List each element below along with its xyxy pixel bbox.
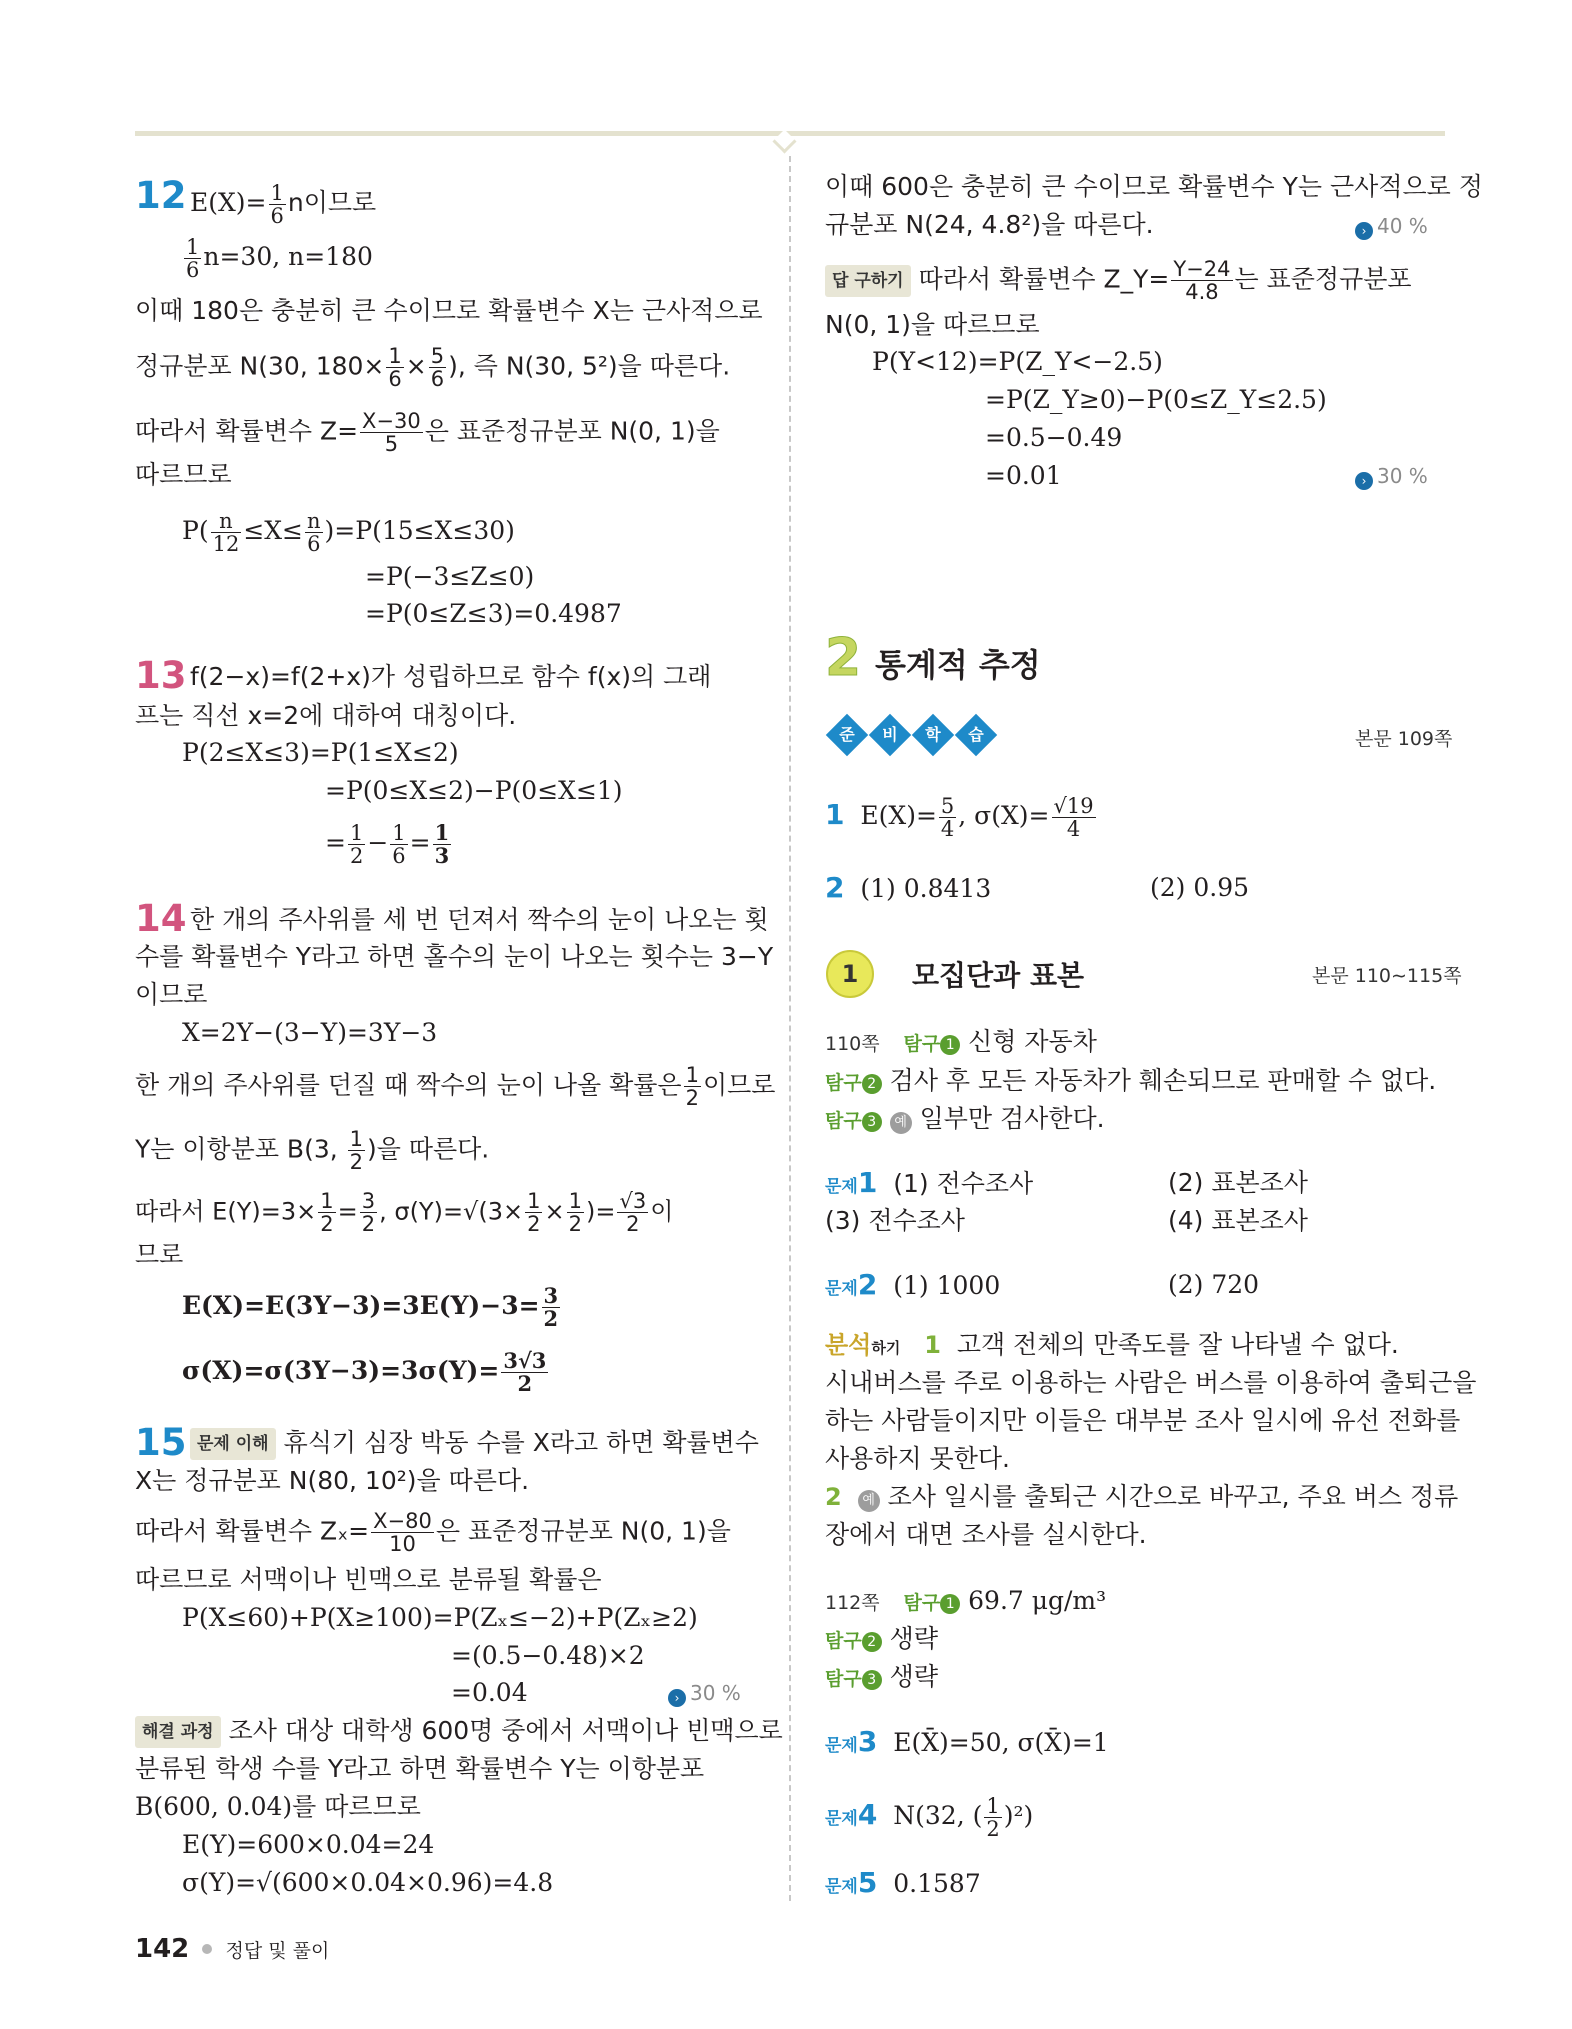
p12-line5: 따라서 확률변수 Z= $\frac{X-30}{5}$ 은 표준정규분포 N(0, 1)을 [135, 409, 720, 456]
column-divider [789, 156, 791, 1901]
page-ref-110: 본문 110∼115쪽 [1312, 965, 1462, 987]
p15-line3: 따라서 확률변수 Zₓ= $\frac{X-80}{10}$ 은 표준정규분포 N(0, 1)을 [135, 1509, 731, 1556]
p15-cont-line3: 답 구하기 따라서 확률변수 Z_Y= $\frac{Y-24}{4.8}$ 는 표준정규분포 [825, 258, 1412, 303]
p15-line1: 문제 이해 휴식기 심장 박동 수를 X라고 하면 확률변수 [190, 1428, 759, 1460]
p12-line1: E(X)= $\frac{1}{6}$ n이므로 [190, 181, 377, 228]
tag-problem-understanding: 문제 이해 [190, 1428, 276, 1460]
analysis-line6: 장에서 대면 조사를 실시한다. [825, 1520, 1147, 1549]
explore-110-2: 탐구 2 검사 후 모든 자동차가 훼손되므로 판매할 수 없다. [825, 1066, 1437, 1095]
chevron-right-icon: › [1355, 222, 1373, 240]
p15-line8: 해결 과정 조사 대상 대학생 600명 중에서 서맥이나 빈맥으로 [135, 1716, 783, 1748]
problem3: 문제3 E(X̄)=50, σ(X̄)=1 [825, 1725, 1109, 1758]
analysis-line4: 사용하지 못한다. [825, 1444, 1010, 1473]
section-number: 2 [825, 628, 862, 688]
tag-find-answer: 답 구하기 [825, 265, 911, 297]
problem1-d: (4) 표본조사 [1168, 1206, 1308, 1235]
problem4: 문제4 N(32, ( $\frac{1}{2}$ )²) [825, 1794, 1034, 1841]
unit-title: 모집단과 표본 [912, 959, 1085, 992]
bullet-icon [202, 1944, 212, 1954]
section-title: 통계적 추정 [875, 646, 1041, 684]
p15-line10: B(600, 0.04)를 따르므로 [135, 1792, 421, 1821]
page-number: 142 [135, 1934, 190, 1964]
chevron-right-icon: › [1355, 472, 1373, 490]
analysis-line2: 시내버스를 주로 이용하는 사람은 버스를 이용하여 출퇴근을 [825, 1368, 1477, 1397]
score-percent-30b: › 30 % [1355, 464, 1428, 490]
p13-line2: 프는 직선 x=2에 대하여 대칭이다. [135, 701, 517, 730]
p15-line2: X는 정규분포 N(80, 10²)을 따른다. [135, 1466, 530, 1495]
p12-line8: =P(−3≤Z≤0) [365, 562, 535, 591]
p15-line4: 따르므로 서맥이나 빈맥으로 분류될 확률은 [135, 1565, 602, 1594]
problem-12-number: 12 [135, 174, 187, 217]
p14-line5: 한 개의 주사위를 던질 때 짝수의 눈이 나올 확률은 $\frac{1}{2}$ 이므로 [135, 1063, 776, 1110]
p14-line2: 수를 확률변수 Y라고 하면 홀수의 눈이 나오는 횟수는 3−Y [135, 942, 774, 971]
analysis-line1: 분석하기 1 고객 전체의 만족도를 잘 나타낼 수 없다. [825, 1330, 1399, 1359]
p13-line3: P(2≤X≤3)=P(1≤X≤2) [182, 738, 459, 767]
p14-line8: 므로 [135, 1240, 184, 1269]
explore-110-3: 탐구 3 예 일부만 검사한다. [825, 1104, 1105, 1133]
problem1-c: (3) 전수조사 [825, 1206, 965, 1235]
p14-line4: X=2Y−(3−Y)=3Y−3 [182, 1018, 438, 1047]
prep-q2: 2 (1) 0.8413 [825, 871, 992, 904]
score-percent-15a: › 30 % [668, 1681, 741, 1707]
p15-cont-line6: =P(Z_Y≥0)−P(0≤Z_Y≤2.5) [985, 385, 1327, 414]
p14-line9: E(X)=E(3Y−3)=3E(Y)−3= $\frac{3}{2}$ [182, 1283, 559, 1331]
p15-line12: σ(Y)=√(600×0.04×0.96)=4.8 [182, 1868, 554, 1897]
p15-line11: E(Y)=600×0.04=24 [182, 1830, 435, 1859]
prep-q1: 1 E(X)= $\frac{5}{4}$ , σ(X)= $\frac{√19}{4}$ [825, 794, 1094, 841]
prep-study-badge: 준 비 학 습 [832, 720, 999, 750]
p15-cont-line7: =0.5−0.49 [985, 423, 1123, 452]
explore-110-1: 110쪽 탐구 1 신형 자동차 [825, 1027, 1097, 1056]
p12-line9: =P(0≤Z≤3)=0.4987 [365, 599, 622, 628]
p15-line6: =(0.5−0.48)×2 [451, 1641, 645, 1670]
p15-cont-line4: N(0, 1)을 따르므로 [825, 310, 1040, 339]
explore-112-3: 탐구 3 생략 [825, 1662, 938, 1691]
page-footer [135, 1934, 329, 1964]
analysis-line5: 2 예 조사 일시를 출퇴근 시간으로 바꾸고, 주요 버스 정류 [825, 1482, 1459, 1511]
problem1-b: (2) 표본조사 [1168, 1168, 1308, 1197]
problem5: 문제5 0.1587 [825, 1866, 981, 1899]
problem-13-number: 13 [135, 654, 187, 697]
page-ref-109: 본문 109쪽 [1355, 728, 1453, 750]
score-percent-40: › 40 % [1355, 214, 1428, 240]
p15-line7: =0.04 [451, 1678, 528, 1707]
p14-line3: 이므로 [135, 980, 208, 1009]
p14-line6: Y는 이항분포 B(3, $\frac{1}{2}$ )을 따른다. [135, 1127, 490, 1174]
p12-line3: 이때 180은 충분히 큰 수이므로 확률변수 X는 근사적으로 [135, 296, 763, 325]
p12-line2: $\frac{1}{6}$ n=30, n=180 [186, 235, 373, 282]
prep-q2-b: (2) 0.95 [1150, 873, 1250, 902]
problem2-a: 문제2 (1) 1000 [825, 1268, 1001, 1301]
footer-label: 정답 및 풀이 [225, 1940, 330, 1962]
explore-112-1: 112쪽 탐구 1 69.7 μg/m³ [825, 1586, 1107, 1615]
p12-line4: 정규분포 N(30, 180× $\frac{1}{6}$ × $\frac{5}{6}$ ), 즉 N(30, 5²)을 따른다. [135, 344, 731, 391]
tag-solution-process: 해결 과정 [135, 1716, 221, 1748]
p15-line9: 분류된 학생 수를 Y라고 하면 확률변수 Y는 이항분포 [135, 1754, 705, 1783]
chevron-right-icon: › [668, 1689, 686, 1707]
problem-14-number: 14 [135, 897, 187, 940]
p12-line7: P( $\frac{n}{12}$ ≤X≤ $\frac{n}{6}$ )=P(15≤X≤30) [182, 509, 515, 556]
problem1-a: 문제1 (1) 전수조사 [825, 1166, 1034, 1199]
p14-line1: 한 개의 주사위를 세 번 던져서 짝수의 눈이 나오는 횟 [190, 905, 769, 934]
problem-15-number: 15 [135, 1421, 187, 1464]
p13-line5: = $\frac{1}{2}$ − $\frac{1}{6}$ = $\frac{1}{3}$ [325, 820, 450, 868]
p15-cont-line8: =0.01 [985, 461, 1062, 490]
p14-line7: 따라서 E(Y)=3× $\frac{1}{2}$ = $\frac{3}{2}$ , σ(Y)=√(3× $\frac{1}{2}$ × $\frac{1}{2}$ )= $\frac{√3}{2}$ 이 [135, 1189, 674, 1236]
problem2-b: (2) 720 [1168, 1270, 1260, 1299]
unit-search-icon: 1 [826, 950, 874, 998]
p15-cont-line5: P(Y<12)=P(Z_Y<−2.5) [872, 347, 1163, 376]
p12-line6: 따르므로 [135, 460, 232, 489]
p15-line5: P(X≤60)+P(X≥100)=P(Zₓ≤−2)+P(Zₓ≥2) [182, 1603, 698, 1632]
analysis-line3: 하는 사람들이지만 이들은 대부분 조사 일시에 유선 전화를 [825, 1406, 1461, 1435]
p15-cont-line1: 이때 600은 충분히 큰 수이므로 확률변수 Y는 근사적으로 정 [825, 172, 1483, 201]
p14-line10: σ(X)=σ(3Y−3)=3σ(Y)= $\frac{3√3}{2}$ [182, 1348, 547, 1396]
explore-112-2: 탐구 2 생략 [825, 1624, 938, 1653]
p13-line1: f(2−x)=f(2+x)가 성립하므로 함수 f(x)의 그래 [190, 662, 712, 691]
p13-line4: =P(0≤X≤2)−P(0≤X≤1) [325, 776, 623, 805]
p15-cont-line2: 규분포 N(24, 4.8²)을 따른다. [825, 210, 1154, 239]
